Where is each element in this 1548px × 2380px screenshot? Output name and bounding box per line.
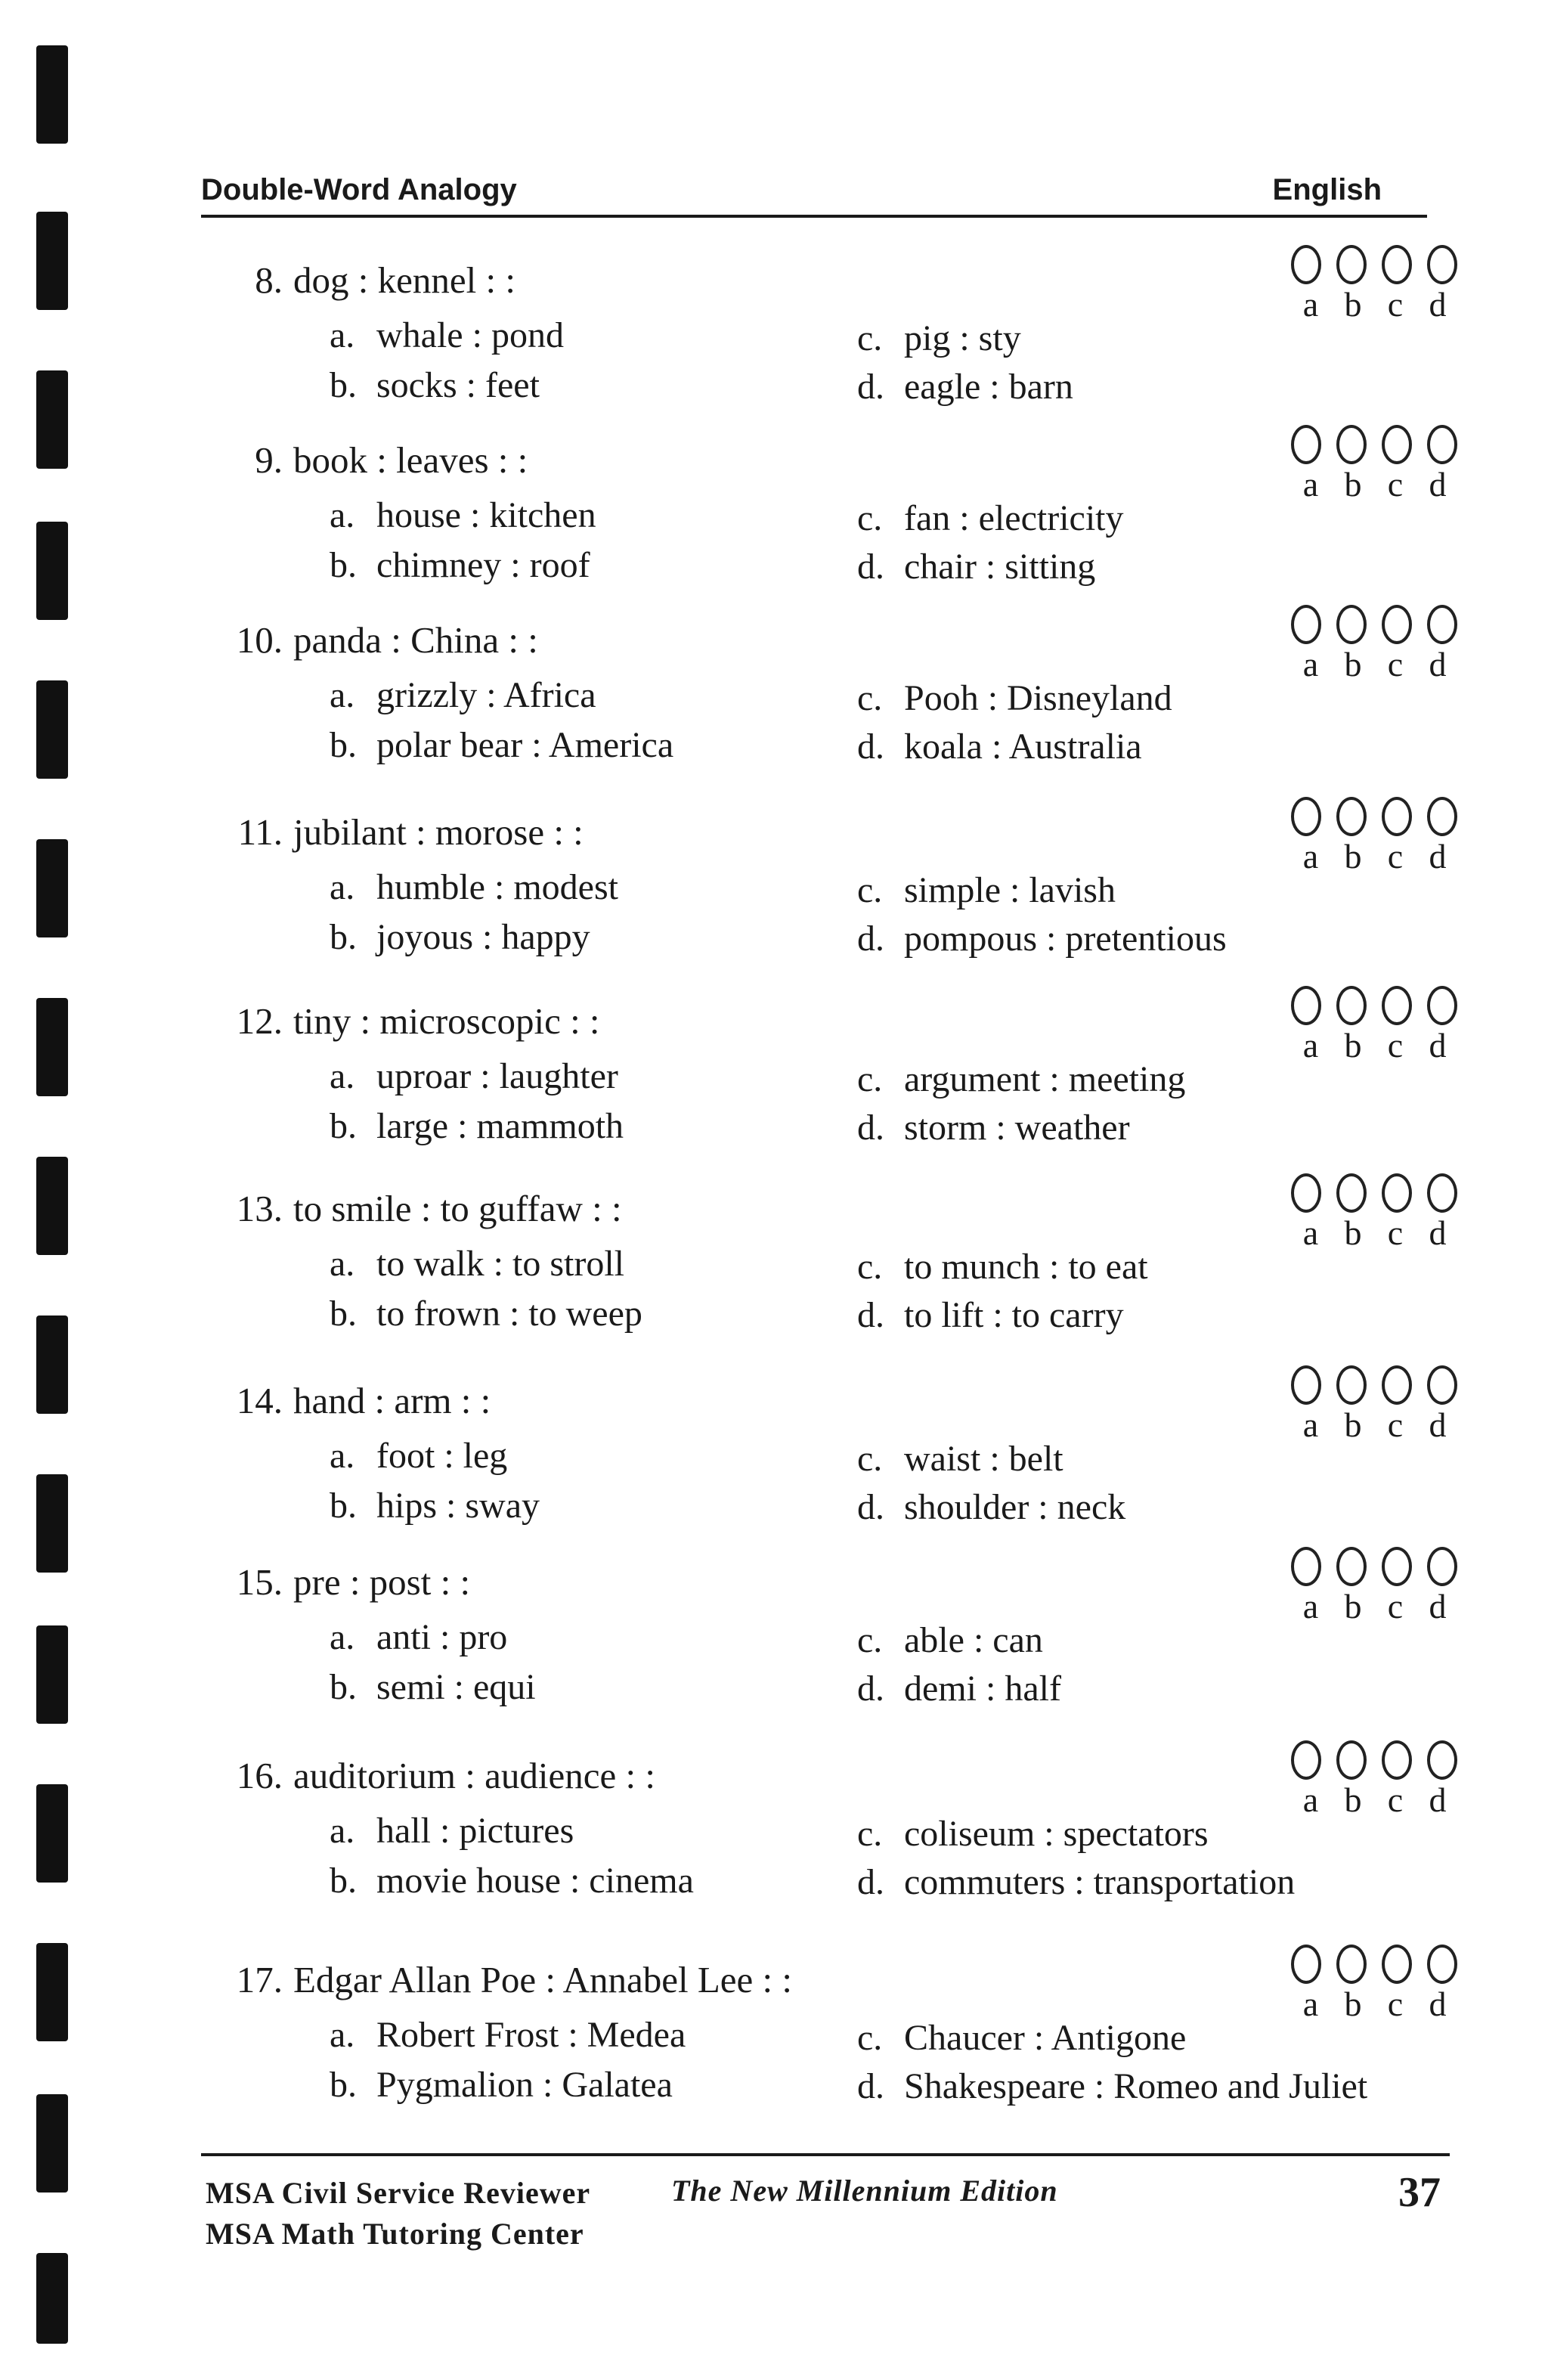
question-item bbox=[0, 1187, 1548, 1361]
answer-bubble-a[interactable] bbox=[1291, 1547, 1321, 1586]
bubble-letter: d bbox=[1429, 1213, 1447, 1252]
answer-bubble-b[interactable] bbox=[1336, 1365, 1367, 1405]
bubble-letter: d bbox=[1429, 1026, 1447, 1064]
question-stem bbox=[236, 1958, 792, 2001]
answer-bubble-d[interactable] bbox=[1427, 797, 1457, 836]
question-stem bbox=[236, 1187, 622, 1230]
bubble-letter: b bbox=[1344, 1780, 1362, 1819]
option-letter: b. bbox=[330, 1667, 357, 1707]
question-item bbox=[0, 439, 1548, 612]
option-letter: d. bbox=[857, 727, 884, 767]
option-letter: b. bbox=[330, 545, 357, 585]
option-text: large : mammoth bbox=[376, 1106, 624, 1146]
option-text: movie house : cinema bbox=[376, 1861, 694, 1901]
bubble-letter: c bbox=[1387, 1026, 1404, 1064]
answer-bubble-c[interactable] bbox=[1382, 425, 1412, 464]
answer-bubble-c[interactable] bbox=[1382, 1365, 1412, 1405]
bubble-letter: a bbox=[1302, 1780, 1319, 1819]
option-a bbox=[330, 866, 618, 908]
option-letter: a. bbox=[330, 1617, 355, 1657]
bubble-letter: a bbox=[1302, 645, 1319, 683]
answer-bubble-a[interactable] bbox=[1291, 986, 1321, 1025]
option-a bbox=[330, 494, 596, 536]
option-letter: a. bbox=[330, 867, 355, 907]
option-text: Pooh : Disneyland bbox=[904, 678, 1172, 718]
bubble-letter: c bbox=[1387, 465, 1404, 504]
footer-line-2: MSA Math Tutoring Center bbox=[206, 2217, 584, 2251]
bubble-letter: a bbox=[1302, 1985, 1319, 2023]
option-letter: a. bbox=[330, 1436, 355, 1476]
answer-bubble-d[interactable] bbox=[1427, 1547, 1457, 1586]
option-letter: d. bbox=[857, 1295, 884, 1335]
option-letter: b. bbox=[330, 1486, 357, 1526]
option-text: Shakespeare : Romeo and Juliet bbox=[904, 2066, 1368, 2106]
answer-bubble-d[interactable] bbox=[1427, 425, 1457, 464]
question-text: tiny : microscopic : : bbox=[293, 1000, 600, 1042]
footer-publisher bbox=[206, 2173, 590, 2254]
answer-bubble-c[interactable] bbox=[1382, 1173, 1412, 1213]
answer-bubble-d[interactable] bbox=[1427, 986, 1457, 1025]
option-letter: b. bbox=[330, 1106, 357, 1146]
option-c bbox=[857, 1813, 1209, 1855]
option-text: grizzly : Africa bbox=[376, 675, 596, 715]
option-letter: d. bbox=[857, 1487, 884, 1527]
bubble-letter: d bbox=[1429, 285, 1447, 324]
question-number: 17. bbox=[236, 1959, 283, 2000]
option-d bbox=[857, 1107, 1130, 1148]
option-c bbox=[857, 2017, 1186, 2059]
answer-bubble-a[interactable] bbox=[1291, 1945, 1321, 1984]
option-d bbox=[857, 1861, 1295, 1903]
option-text: pompous : pretentious bbox=[904, 919, 1227, 959]
option-c bbox=[857, 318, 1021, 359]
question-stem bbox=[236, 259, 515, 302]
binding-mark bbox=[36, 2253, 68, 2344]
question-item bbox=[0, 1379, 1548, 1553]
option-letter: c. bbox=[857, 1620, 883, 1660]
bubble-letter: b bbox=[1344, 285, 1362, 324]
option-d bbox=[857, 1668, 1061, 1709]
option-text: Pygmalion : Galatea bbox=[376, 2065, 673, 2105]
question-item bbox=[0, 1754, 1548, 1928]
footer-rule bbox=[201, 2153, 1450, 2156]
section-title: Double-Word Analogy bbox=[201, 173, 517, 206]
answer-bubbles bbox=[1291, 1365, 1457, 1445]
answer-bubble-d[interactable] bbox=[1427, 1173, 1457, 1213]
option-letter: a. bbox=[330, 1811, 355, 1851]
bubble-letter: c bbox=[1387, 285, 1404, 324]
answer-bubble-a[interactable] bbox=[1291, 425, 1321, 464]
option-letter: a. bbox=[330, 1244, 355, 1284]
answer-bubbles bbox=[1291, 605, 1457, 684]
option-letter: a. bbox=[330, 2015, 355, 2055]
question-text: pre : post : : bbox=[293, 1561, 471, 1603]
option-text: anti : pro bbox=[376, 1617, 508, 1657]
option-text: semi : equi bbox=[376, 1667, 536, 1707]
option-text: uproar : laughter bbox=[376, 1056, 618, 1096]
bubble-letter: d bbox=[1429, 1780, 1447, 1819]
option-a bbox=[330, 1435, 507, 1477]
option-text: humble : modest bbox=[376, 867, 618, 907]
option-text: chair : sitting bbox=[904, 547, 1096, 587]
option-letter: c. bbox=[857, 2018, 883, 2058]
bubble-letter: b bbox=[1344, 1213, 1362, 1252]
answer-bubble-b[interactable] bbox=[1336, 425, 1367, 464]
option-letter: d. bbox=[857, 1862, 884, 1902]
question-text: book : leaves : : bbox=[293, 439, 528, 481]
option-letter: d. bbox=[857, 1669, 884, 1709]
option-letter: c. bbox=[857, 498, 883, 538]
question-text: Edgar Allan Poe : Annabel Lee : : bbox=[293, 1959, 792, 2000]
answer-bubbles bbox=[1291, 245, 1457, 324]
option-letter: b. bbox=[330, 725, 357, 765]
answer-bubble-a[interactable] bbox=[1291, 245, 1321, 284]
option-letter: b. bbox=[330, 2065, 357, 2105]
question-number: 13. bbox=[236, 1188, 283, 1229]
answer-bubble-a[interactable] bbox=[1291, 797, 1321, 836]
option-c bbox=[857, 869, 1116, 911]
option-a bbox=[330, 1616, 507, 1658]
question-text: hand : arm : : bbox=[293, 1380, 491, 1421]
page-number: 37 bbox=[1398, 2169, 1441, 2216]
bubble-letter: c bbox=[1387, 1213, 1404, 1252]
option-d bbox=[857, 726, 1142, 767]
option-text: foot : leg bbox=[376, 1436, 508, 1476]
option-c bbox=[857, 497, 1124, 539]
answer-bubble-c[interactable] bbox=[1382, 986, 1412, 1025]
option-letter: c. bbox=[857, 1439, 883, 1479]
answer-bubbles bbox=[1291, 1740, 1457, 1820]
answer-bubbles bbox=[1291, 425, 1457, 504]
page-header bbox=[201, 166, 1427, 218]
answer-bubble-c[interactable] bbox=[1382, 797, 1412, 836]
bubble-letter: b bbox=[1344, 645, 1362, 683]
question-item bbox=[0, 999, 1548, 1173]
bubble-letter: d bbox=[1429, 1985, 1447, 2023]
answer-bubbles bbox=[1291, 1173, 1457, 1253]
bubble-letter: d bbox=[1429, 1405, 1447, 1444]
answer-bubble-b[interactable] bbox=[1336, 986, 1367, 1025]
answer-bubble-c[interactable] bbox=[1382, 1740, 1412, 1780]
option-d bbox=[857, 546, 1095, 587]
option-c bbox=[857, 1246, 1148, 1288]
bubble-letter: a bbox=[1302, 465, 1319, 504]
option-letter: b. bbox=[330, 1861, 357, 1901]
option-text: to munch : to eat bbox=[904, 1247, 1148, 1287]
bubble-letter: b bbox=[1344, 1587, 1362, 1625]
answer-bubble-b[interactable] bbox=[1336, 605, 1367, 644]
question-text: auditorium : audience : : bbox=[293, 1755, 655, 1796]
option-letter: d. bbox=[857, 2066, 884, 2106]
option-text: whale : pond bbox=[376, 315, 564, 355]
footer-edition: The New Millennium Edition bbox=[671, 2174, 1058, 2208]
bubble-letter: b bbox=[1344, 1985, 1362, 2023]
bubble-letter: b bbox=[1344, 465, 1362, 504]
bubble-letter: a bbox=[1302, 837, 1319, 875]
option-a bbox=[330, 1243, 624, 1285]
question-item bbox=[0, 259, 1548, 432]
question-stem bbox=[236, 439, 528, 482]
option-letter: c. bbox=[857, 678, 883, 718]
option-d bbox=[857, 1294, 1124, 1336]
option-letter: a. bbox=[330, 1056, 355, 1096]
option-letter: c. bbox=[857, 1247, 883, 1287]
answer-bubble-d[interactable] bbox=[1427, 1740, 1457, 1780]
option-a bbox=[330, 674, 596, 716]
option-a bbox=[330, 1055, 618, 1097]
option-c bbox=[857, 1619, 1043, 1661]
bubble-letter: c bbox=[1387, 837, 1404, 875]
answer-bubble-a[interactable] bbox=[1291, 605, 1321, 644]
answer-bubble-c[interactable] bbox=[1382, 605, 1412, 644]
option-b bbox=[330, 2064, 673, 2106]
question-item bbox=[0, 1958, 1548, 2132]
answer-bubble-d[interactable] bbox=[1427, 1365, 1457, 1405]
bubble-letter: d bbox=[1429, 1587, 1447, 1625]
option-b bbox=[330, 916, 590, 958]
question-text: jubilant : morose : : bbox=[293, 811, 584, 853]
bubble-letter: b bbox=[1344, 1026, 1362, 1064]
option-text: koala : Australia bbox=[904, 727, 1142, 767]
question-text: to smile : to guffaw : : bbox=[293, 1188, 622, 1229]
answer-bubbles bbox=[1291, 1547, 1457, 1626]
option-text: simple : lavish bbox=[904, 870, 1116, 910]
option-d bbox=[857, 918, 1227, 959]
bubble-letter: b bbox=[1344, 837, 1362, 875]
bubble-letter: c bbox=[1387, 1587, 1404, 1625]
bubble-letter: c bbox=[1387, 1985, 1404, 2023]
bubble-letter: d bbox=[1429, 645, 1447, 683]
option-b bbox=[330, 724, 673, 766]
option-text: able : can bbox=[904, 1620, 1043, 1660]
bubble-letter: a bbox=[1302, 1026, 1319, 1064]
option-letter: a. bbox=[330, 315, 355, 355]
question-text: dog : kennel : : bbox=[293, 259, 515, 301]
answer-bubble-b[interactable] bbox=[1336, 1740, 1367, 1780]
option-letter: c. bbox=[857, 1059, 883, 1099]
option-letter: c. bbox=[857, 870, 883, 910]
bubble-letter: b bbox=[1344, 1405, 1362, 1444]
option-b bbox=[330, 544, 590, 586]
option-a bbox=[330, 2014, 686, 2056]
option-d bbox=[857, 2065, 1367, 2107]
bubble-letter: a bbox=[1302, 1587, 1319, 1625]
option-text: demi : half bbox=[904, 1669, 1061, 1709]
option-b bbox=[330, 364, 540, 406]
option-letter: d. bbox=[857, 367, 884, 407]
question-number: 12. bbox=[236, 1000, 283, 1042]
question-text: panda : China : : bbox=[293, 619, 538, 661]
bubble-letter: c bbox=[1387, 1405, 1404, 1444]
option-text: commuters : transportation bbox=[904, 1862, 1296, 1902]
answer-bubble-d[interactable] bbox=[1427, 1945, 1457, 1984]
question-stem bbox=[236, 1560, 470, 1604]
option-letter: d. bbox=[857, 547, 884, 587]
question-number: 11. bbox=[237, 811, 283, 853]
question-number: 9. bbox=[255, 439, 283, 481]
question-stem bbox=[236, 810, 584, 854]
answer-bubble-a[interactable] bbox=[1291, 1365, 1321, 1405]
option-c bbox=[857, 1058, 1185, 1100]
option-text: argument : meeting bbox=[904, 1059, 1186, 1099]
bubble-letter: a bbox=[1302, 285, 1319, 324]
option-text: shoulder : neck bbox=[904, 1487, 1126, 1527]
answer-bubbles bbox=[1291, 1945, 1457, 2024]
bubble-letter: a bbox=[1302, 1405, 1319, 1444]
option-b bbox=[330, 1105, 624, 1147]
option-b bbox=[330, 1293, 642, 1334]
answer-bubble-b[interactable] bbox=[1336, 797, 1367, 836]
option-c bbox=[857, 677, 1172, 719]
question-stem bbox=[236, 999, 600, 1043]
question-stem bbox=[236, 618, 538, 662]
binding-mark bbox=[36, 45, 68, 144]
option-a bbox=[330, 315, 564, 356]
answer-bubble-a[interactable] bbox=[1291, 1740, 1321, 1780]
answer-bubble-d[interactable] bbox=[1427, 245, 1457, 284]
answer-bubbles bbox=[1291, 797, 1457, 876]
option-letter: c. bbox=[857, 1814, 883, 1854]
option-text: polar bear : America bbox=[376, 725, 674, 765]
option-text: hall : pictures bbox=[376, 1811, 574, 1851]
answer-bubble-b[interactable] bbox=[1336, 1547, 1367, 1586]
option-text: waist : belt bbox=[904, 1439, 1063, 1479]
answer-bubble-c[interactable] bbox=[1382, 245, 1412, 284]
question-stem bbox=[236, 1754, 655, 1797]
option-text: to walk : to stroll bbox=[376, 1244, 624, 1284]
option-letter: a. bbox=[330, 495, 355, 535]
option-text: to frown : to weep bbox=[376, 1294, 642, 1334]
answer-bubble-b[interactable] bbox=[1336, 1945, 1367, 1984]
question-item bbox=[0, 1560, 1548, 1734]
option-letter: a. bbox=[330, 675, 355, 715]
option-d bbox=[857, 1486, 1125, 1528]
question-number: 16. bbox=[236, 1755, 283, 1796]
option-b bbox=[330, 1485, 540, 1526]
option-c bbox=[857, 1438, 1063, 1480]
bubble-letter: a bbox=[1302, 1213, 1319, 1252]
option-letter: b. bbox=[330, 917, 357, 957]
option-text: fan : electricity bbox=[904, 498, 1124, 538]
answer-bubble-c[interactable] bbox=[1382, 1945, 1412, 1984]
bubble-letter: c bbox=[1387, 1780, 1404, 1819]
footer-line-1: MSA Civil Service Reviewer bbox=[206, 2176, 591, 2210]
option-letter: b. bbox=[330, 365, 357, 405]
question-number: 15. bbox=[236, 1561, 283, 1603]
question-number: 8. bbox=[255, 259, 283, 301]
answer-bubble-d[interactable] bbox=[1427, 605, 1457, 644]
option-text: chimney : roof bbox=[376, 545, 590, 585]
option-text: Robert Frost : Medea bbox=[376, 2015, 686, 2055]
option-text: Chaucer : Antigone bbox=[904, 2018, 1187, 2058]
option-text: pig : sty bbox=[904, 318, 1021, 358]
answer-bubble-a[interactable] bbox=[1291, 1173, 1321, 1213]
question-item bbox=[0, 618, 1548, 792]
subject-label: English bbox=[1272, 173, 1382, 206]
option-text: coliseum : spectators bbox=[904, 1814, 1209, 1854]
option-d bbox=[857, 366, 1073, 408]
option-text: to lift : to carry bbox=[904, 1295, 1124, 1335]
option-b bbox=[330, 1860, 694, 1901]
option-letter: d. bbox=[857, 1108, 884, 1148]
option-letter: d. bbox=[857, 919, 884, 959]
option-text: hips : sway bbox=[376, 1486, 540, 1526]
option-letter: c. bbox=[857, 318, 883, 358]
question-item bbox=[0, 810, 1548, 984]
answer-bubbles bbox=[1291, 986, 1457, 1065]
bubble-letter: d bbox=[1429, 837, 1447, 875]
bubble-letter: c bbox=[1387, 645, 1404, 683]
answer-bubble-b[interactable] bbox=[1336, 1173, 1367, 1213]
option-text: storm : weather bbox=[904, 1108, 1130, 1148]
answer-bubble-b[interactable] bbox=[1336, 245, 1367, 284]
bubble-letter: d bbox=[1429, 465, 1447, 504]
question-stem bbox=[236, 1379, 491, 1422]
question-number: 14. bbox=[236, 1380, 283, 1421]
option-b bbox=[330, 1666, 536, 1708]
option-text: eagle : barn bbox=[904, 367, 1073, 407]
question-number: 10. bbox=[236, 619, 283, 661]
option-text: joyous : happy bbox=[376, 917, 590, 957]
option-text: house : kitchen bbox=[376, 495, 596, 535]
option-a bbox=[330, 1810, 574, 1852]
option-letter: b. bbox=[330, 1294, 357, 1334]
option-text: socks : feet bbox=[376, 365, 540, 405]
answer-bubble-c[interactable] bbox=[1382, 1547, 1412, 1586]
